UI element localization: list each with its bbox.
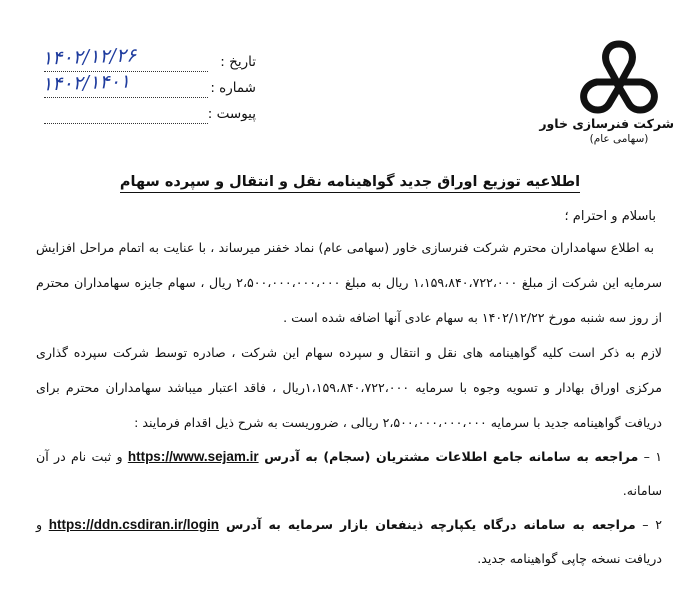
item-2-text: مراجعه به سامانه درگاه یکپارچه ذینفعان بازار سرمایه به آدرس (218, 517, 636, 532)
item-1-number: ۱ – (638, 449, 662, 464)
number-dotted-line (44, 97, 208, 98)
item-1-text: مراجعه به سامانه جامع اطلاعات مشتریان (سجام) به آدرس (258, 449, 639, 464)
ddn-csdiran-link[interactable]: https://ddn.csdiran.ir/login (48, 517, 219, 532)
letter-body (36, 206, 662, 576)
company-name: شرکت فنرسازی خاور (539, 116, 674, 131)
date-value: ۱۴۰۲/۱۲/۲۶ (41, 44, 137, 70)
number-row (36, 70, 256, 104)
greeting: باسلام و احترام ؛ (564, 209, 656, 224)
number-value: ۱۴۰۲/۱۴۰۱ (41, 70, 131, 96)
attachment-row (36, 104, 256, 130)
instruction-item-1 (36, 440, 662, 508)
item-1-suffix: و ثبت نام در آن سامانه. (36, 449, 662, 498)
company-logo-block (539, 40, 674, 145)
item-2-suffix: و دریافت نسخه چاپی گواهینامه جدید. (36, 517, 662, 566)
date-label: تاریخ : (220, 54, 256, 70)
letter-meta (36, 44, 256, 130)
attachment-label: پیوست : (207, 106, 256, 122)
company-logo-icon (578, 40, 660, 114)
number-label: شماره : (210, 80, 256, 96)
attachment-dotted-line (44, 123, 208, 124)
paragraph-certificates: لازم به ذکر است کلیه گواهینامه های نقل و انتقال و سپرده سهام این شرکت ، صادره توسط شرکت سپرده گذاری مرکزی اوراق بهادار و تسویه وجوه با سرمایه ۱،۱۵۹،۸۴۰،۷۲۲،۰۰۰ریال ، فاقد اعتبار میباشد سهامداران محترم برای دریافت گواهینامه جدید با سرمایه ۲،۵۰۰،۰۰۰،۰۰۰،۰۰۰ ریالی ، ضروریست به شرح ذیل اقدام فرمایند : (36, 345, 663, 430)
instruction-item-2 (36, 508, 662, 576)
letter-title (0, 174, 700, 190)
letter-title-text: اطلاعیه توزیع اوراق جدید گواهینامه نقل و انتقال و سپرده سهام (120, 174, 580, 193)
paragraph-capital-increase: به اطلاع سهامداران محترم شرکت فنرسازی خاور (سهامی عام) نماد خفنر میرساند ، با عنایت به اتمام مراحل افزایش سرمایه این شرکت از مبلغ ۱،۱۵۹،۸۴۰،۷۲۲،۰۰۰ ریال به مبلغ ۲،۵۰۰،۰۰۰،۰۰۰،۰۰۰ ریال ، سهام جایزه سهامداران محترم از روز سه شنبه مورخ ۱۴۰۲/۱۲/۲۲ به سهام عادی آنها اضافه شده است . (36, 240, 663, 325)
company-type: (سهامی عام) (589, 133, 649, 145)
item-2-number: ۲ – (635, 517, 662, 532)
sejam-link[interactable]: https://www.sejam.ir (127, 449, 259, 464)
